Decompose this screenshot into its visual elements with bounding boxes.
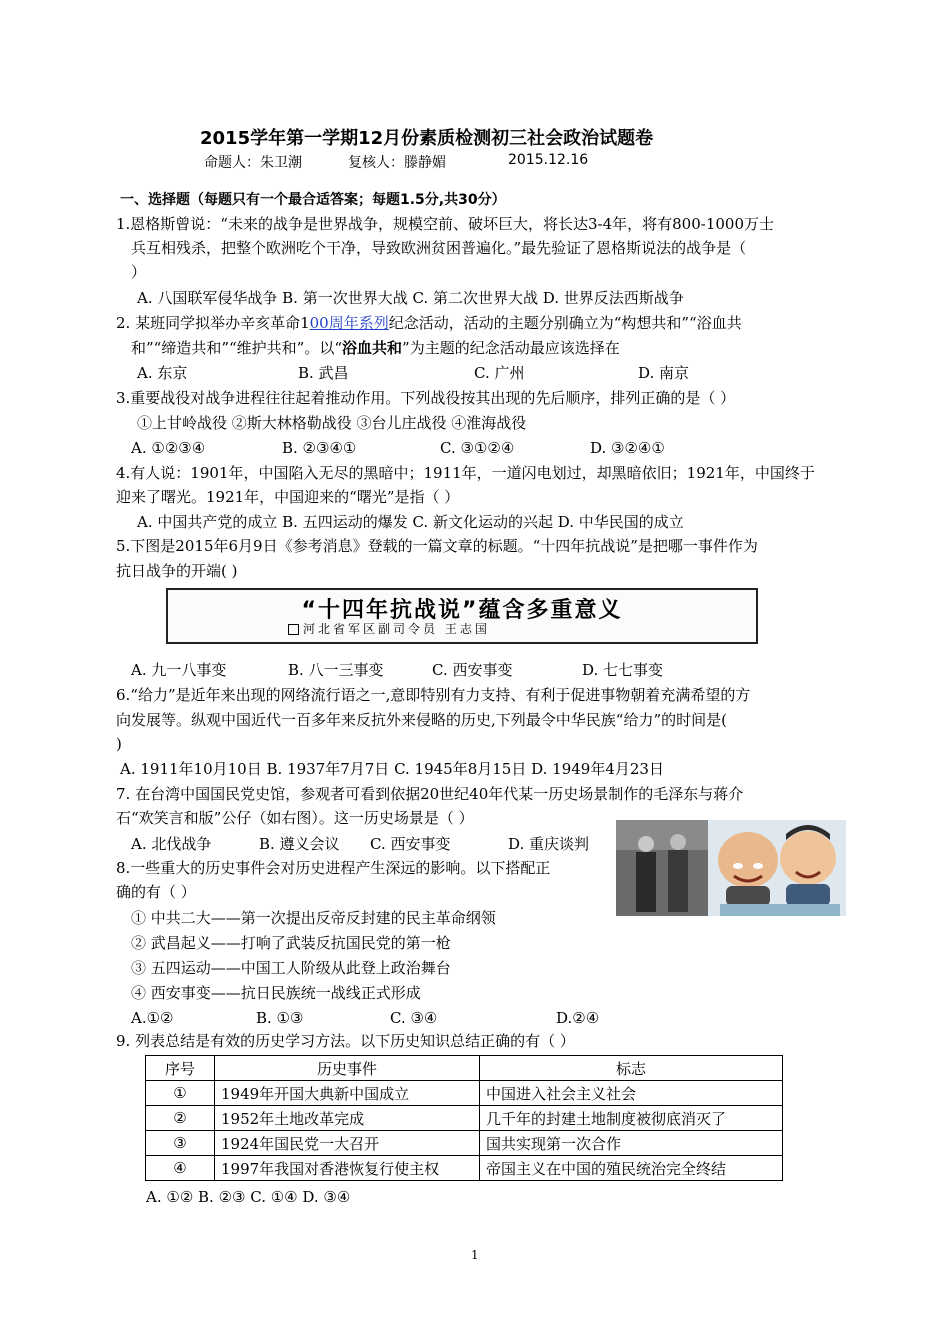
table-header-row (146, 1056, 783, 1081)
q5-line2: 抗日战争的开端( ) (116, 562, 238, 580)
table-cell: ① (146, 1081, 215, 1106)
q2-option-c: C. 广州 (474, 364, 525, 382)
q3-option-d: D. ③②④① (590, 439, 665, 457)
news-byline-text: 河北省军区副司令员 王志国 (303, 622, 490, 636)
q3-items: ①上甘岭战役 ②斯大林格勒战役 ③台儿庄战役 ④淮海战役 (137, 414, 527, 432)
q8-item-3: ③ 五四运动——中国工人阶级从此登上政治舞台 (131, 959, 451, 977)
q6-options: A. 1911年10月10日 B. 1937年7月7日 C. 1945年8月15日 D. 1949年4月23日 (120, 760, 664, 778)
table-cell: 中国进入社会主义社会 (480, 1081, 783, 1106)
q7-line1: 7. 在台湾中国国民党史馆，参观者可看到依据20世纪40年代某一历史场景制作的毛泽东与蒋介 (116, 785, 744, 803)
q7-option-b: B. 遵义会议 (259, 835, 340, 853)
table-cell: ③ (146, 1131, 215, 1156)
table-header-cell: 序号 (146, 1056, 215, 1081)
q5-option-c: C. 西安事变 (432, 661, 513, 679)
table-cell: ④ (146, 1156, 215, 1181)
table-row (146, 1131, 783, 1156)
q5-line1: 5.下图是2015年6月9日《参考消息》登载的一篇文章的标题。“十四年抗战说”是把哪一事件作为 (116, 537, 758, 555)
q8-line1: 8.一些重大的历史事件会对历史进程产生深远的影响。以下搭配正 (116, 859, 551, 877)
q6-line3: ) (116, 735, 122, 753)
q8-option-d: D.②④ (556, 1009, 600, 1027)
news-headline: “十四年抗战说”蕴含多重意义 (301, 598, 623, 623)
q2-line2-bold: 浴血共和 (342, 339, 403, 357)
table-cell: ② (146, 1106, 215, 1131)
table-row (146, 1081, 783, 1106)
section-heading: 一、选择题（每题只有一个最合适答案；每题1.5分,共30分） (120, 192, 506, 208)
table-header-cell: 历史事件 (215, 1056, 480, 1081)
table-header-cell: 标志 (480, 1056, 783, 1081)
table-cell: 1997年我国对香港恢复行使主权 (215, 1156, 480, 1181)
table-row (146, 1106, 783, 1131)
square-icon (288, 624, 299, 635)
q7-option-c: C. 西安事变 (370, 835, 451, 853)
q2-line2-b: ”为主题的纪念活动最应该选择在 (402, 339, 620, 357)
q2-line2 (131, 338, 620, 358)
q3-option-a: A. ①②③④ (131, 439, 206, 457)
q2-option-a: A. 东京 (137, 364, 188, 382)
q5-option-d: D. 七七事变 (582, 661, 664, 679)
q7-option-a: A. 北伐战争 (131, 835, 212, 853)
q4-line2: 迎来了曙光。1921年，中国迎来的“曙光”是指（ ） (116, 488, 460, 506)
table-cell: 1924年国民党一大召开 (215, 1131, 480, 1156)
q1-line2: 兵互相残杀，把整个欧洲吃个干净，导致欧洲贫困普遍化。”最先验证了恩格斯说法的战争是（ (131, 239, 747, 257)
q2-line2-a: 和”“缔造共和”“维护共和”。以“ (131, 339, 343, 357)
q3-option-c: C. ③①②④ (440, 439, 515, 457)
q8-item-2: ② 武昌起义——打响了武装反抗国民党的第一枪 (131, 934, 451, 952)
q8-option-a: A.①② (131, 1009, 174, 1027)
table-row (146, 1156, 783, 1181)
news-headline-image (166, 588, 758, 644)
table-cell: 1949年开国大典新中国成立 (215, 1081, 480, 1106)
q4-line1: 4.有人说：1901年，中国陷入无尽的黑暗中；1911年，一道闪电划过，却黑暗依旧；1921年，中国终于 (116, 464, 815, 482)
q2-line1 (116, 313, 742, 333)
q3-line1: 3.重要战役对战争进程往往起着推动作用。下列战役按其出现的先后顺序，排列正确的是（ ） (116, 389, 736, 407)
series-link[interactable]: 00周年系列 (309, 314, 389, 332)
q1-options: A. 八国联军侵华战争 B. 第一次世界大战 C. 第二次世界大战 D. 世界反法西斯战争 (137, 289, 684, 307)
q8-line2: 确的有（ ） (116, 883, 196, 901)
q2-option-d: D. 南京 (638, 364, 690, 382)
q8-item-4: ④ 西安事变——抗日民族统一战线正式形成 (131, 984, 421, 1002)
figurine-photo (616, 820, 846, 916)
q9-line1: 9. 列表总结是有效的历史学习方法。以下历史知识总结正确的有（ ） (116, 1032, 575, 1050)
news-byline (288, 620, 490, 637)
q2-line1-b: 纪念活动，活动的主题分别确立为“构想共和”“浴血共 (388, 314, 742, 332)
q7-option-d: D. 重庆谈判 (508, 835, 590, 853)
author-label: 命题人：朱卫潮 (204, 155, 302, 171)
q2-line1-a: 2. 某班同学拟举办辛亥革命1 (116, 314, 310, 332)
q6-line1: 6.“给力”是近年来出现的网络流行语之一,意即特别有力支持、有利于促进事物朝着充满希望的方 (116, 686, 751, 704)
q5-option-b: B. 八一三事变 (288, 661, 384, 679)
q8-option-b: B. ①③ (256, 1009, 304, 1027)
reviewer-label: 复核人：滕静媚 (348, 155, 446, 171)
q7-line2: 石“欢笑言和版”公仔（如右图）。这一历史场景是（ ） (116, 809, 474, 827)
q8-option-c: C. ③④ (390, 1009, 438, 1027)
page-number: 1 (471, 1248, 479, 1262)
q4-options: A. 中国共产党的成立 B. 五四运动的爆发 C. 新文化运动的兴起 D. 中华民国的成立 (137, 513, 684, 531)
q6-line2: 向发展等。纵观中国近代一百多年来反抗外来侵略的历史,下列最令中华民族“给力”的时间是( (116, 711, 727, 729)
q2-option-b: B. 武昌 (298, 364, 349, 382)
exam-date: 2015.12.16 (508, 152, 589, 168)
history-summary-table (145, 1055, 783, 1181)
page-title: 2015学年第一学期12月份素质检测初三社会政治试题卷 (200, 128, 654, 149)
q1-line3: ） (131, 263, 147, 281)
q5-option-a: A. 九一八事变 (131, 661, 227, 679)
table-cell: 1952年土地改革完成 (215, 1106, 480, 1131)
table-cell: 帝国主义在中国的殖民统治完全终结 (480, 1156, 783, 1181)
table-cell: 几千年的封建土地制度被彻底消灭了 (480, 1106, 783, 1131)
figurine-photo-graphic (616, 820, 846, 916)
q1-line1: 1.恩格斯曾说：“未来的战争是世界战争，规模空前、破坏巨大，将长达3-4年，将有800-1000万士 (116, 215, 775, 233)
q3-option-b: B. ②③④① (282, 439, 357, 457)
q8-item-1: ① 中共二大——第一次提出反帝反封建的民主革命纲领 (131, 909, 496, 927)
q9-options: A. ①② B. ②③ C. ①④ D. ③④ (146, 1188, 351, 1206)
table-cell: 国共实现第一次合作 (480, 1131, 783, 1156)
